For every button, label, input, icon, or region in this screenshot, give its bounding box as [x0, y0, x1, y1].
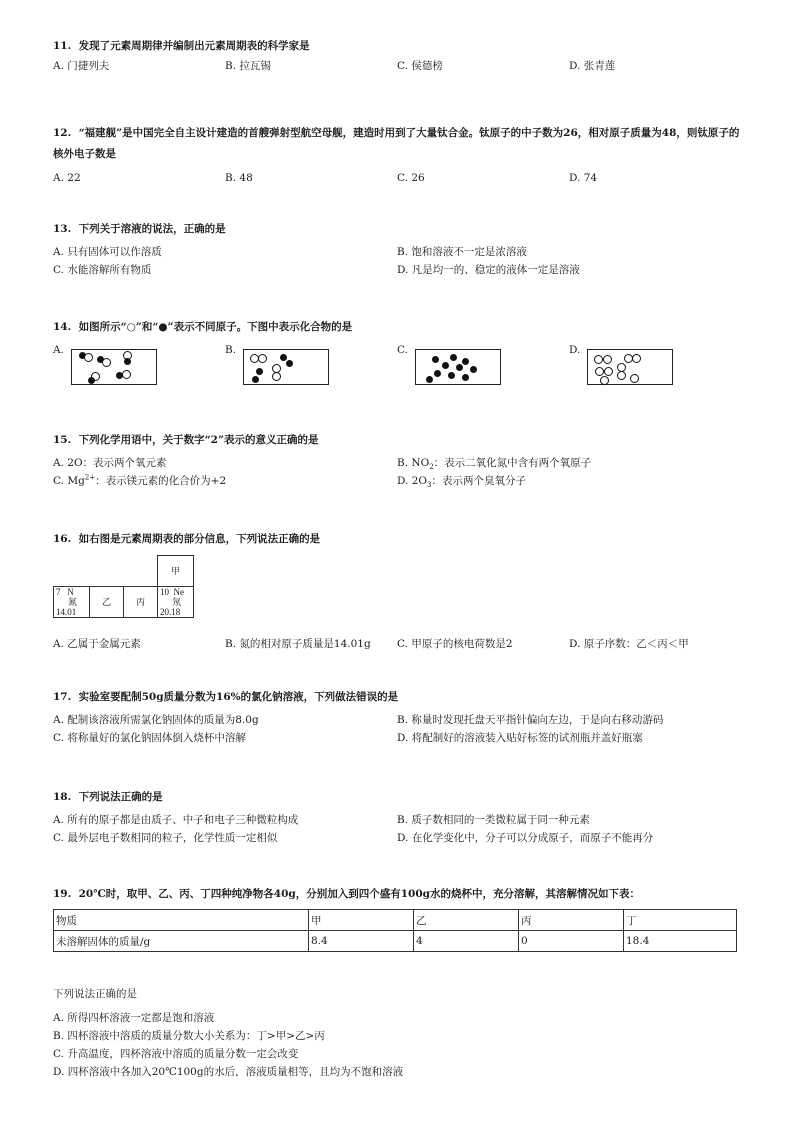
question-15 — [53, 433, 743, 490]
option-c: C. 侯德榜 — [397, 60, 443, 72]
option-b: B. 氮的相对原子质量是14.01g — [225, 638, 371, 650]
option-b: B. 拉瓦锡 — [225, 60, 271, 72]
option-d: D. 原子序数：乙＜丙＜甲 — [569, 638, 689, 650]
table-cell: 18.4 — [624, 931, 737, 952]
option-d: D. 凡是均一的、稳定的液体一定是溶液 — [397, 264, 580, 276]
options — [53, 243, 743, 279]
q19-follow-text: 下列说法正确的是 — [53, 988, 137, 1000]
option-d: D. 在化学变化中，分子可以分成原子，而原子不能再分 — [397, 832, 654, 844]
cell-neon: 10 Ne 氖 20.18 — [158, 587, 194, 618]
question-12 — [53, 123, 743, 186]
option-b: B. 质子数相同的一类微粒属于同一种元素 — [397, 814, 590, 826]
option-c: C. $Mg^{2+}$：表示镁元素的化合价为+2 — [53, 473, 227, 487]
option-a: A. 所有的原子都是由质子、中子和电子三种微粒构成 — [53, 814, 299, 826]
option-d: D. — [569, 344, 581, 356]
question-11 — [53, 39, 743, 74]
options — [53, 170, 743, 186]
cell-yi: 乙 — [90, 587, 124, 618]
question-stem: 16. 如右图是元素周期表的部分信息，下列说法正确的是 — [53, 533, 321, 545]
question-stem: 12. “福建舰”是中国完全自主设计建造的首艘弹射型航空母舰，建造时用到了大量钛合金。钛原子的中子数为26，相对原子质量为48，则钛原子的核外电子数是 — [53, 127, 740, 160]
option-c: C. — [397, 344, 408, 356]
options — [53, 344, 743, 404]
cell-nitrogen: 7 N 氮 14.01 — [54, 587, 90, 618]
option-a: A. — [53, 344, 64, 356]
table-header: 丁 — [624, 910, 737, 931]
question-stem: 13. 下列关于溶液的说法，正确的是 — [53, 223, 226, 235]
option-b: B. $NO_2$：表示二氧化氮中含有两个氧原子 — [397, 457, 592, 472]
question-stem: 18. 下列说法正确的是 — [53, 791, 163, 803]
options — [53, 454, 743, 490]
question-17 — [53, 690, 743, 747]
option-b: B. 称量时发现托盘天平指针偏向左边，于是向右移动游码 — [397, 714, 664, 726]
option-b: B. 48 — [225, 172, 253, 184]
option-d: D. 将配制好的溶液装入贴好标签的试剂瓶并盖好瓶塞 — [397, 732, 643, 744]
option-a: A. 只有固体可以作溶质 — [53, 246, 162, 258]
table-header: 乙 — [414, 910, 519, 931]
options — [53, 711, 743, 747]
option-c: C. 甲原子的核电荷数是2 — [397, 638, 513, 650]
option-d: D. $2O_3$：表示两个臭氧分子 — [397, 475, 526, 490]
table-header: 甲 — [309, 910, 414, 931]
particle-diagram-a — [71, 349, 157, 385]
option-a: A. 乙属于金属元素 — [53, 638, 141, 650]
option-a: A. 配制该溶液所需氯化钠固体的质量为8.0g — [53, 714, 259, 726]
question-13 — [53, 222, 743, 279]
question-stem: 11. 发现了元素周期律并编制出元素周期表的科学家是 — [53, 40, 310, 52]
question-19 — [53, 887, 743, 901]
option-c: C. 水能溶解所有物质 — [53, 264, 152, 276]
table-header: 物质 — [54, 910, 309, 931]
option-b: B. 四杯溶液中溶质的质量分数大小关系为：丁>甲>乙>丙 — [53, 1030, 325, 1042]
table-row — [54, 931, 737, 952]
table-cell: 4 — [414, 931, 519, 952]
options — [53, 811, 743, 847]
cell-bing: 丙 — [124, 587, 158, 618]
particle-diagram-b — [243, 349, 329, 385]
option-a: A. 2O：表示两个氧元素 — [53, 457, 167, 469]
option-c: C. 将称量好的氯化钠固体倒入烧杯中溶解 — [53, 732, 246, 744]
options — [53, 636, 743, 652]
table-cell: 8.4 — [309, 931, 414, 952]
option-c: C. 最外层电子数相同的粒子，化学性质一定相似 — [53, 832, 278, 844]
question-stem: 17. 实验室要配制50g质量分数为16%的氯化钠溶液，下列做法错误的是 — [53, 691, 399, 703]
option-b: B. — [225, 344, 237, 356]
question-stem: 19. 20℃时，取甲、乙、丙、丁四种纯净物各40g，分别加入到四个盛有100g水的烧杯中，充分溶解，其溶解情况如下表： — [53, 888, 640, 900]
option-b: B. 饱和溶液不一定是浓溶液 — [397, 246, 527, 258]
question-stem: 15. 下列化学用语中，关于数字“2”表示的意义正确的是 — [53, 434, 319, 446]
table-header: 丙 — [519, 910, 624, 931]
question-stem: 14. 如图所示“○”和“●”表示不同原子。下图中表示化合物的是 — [53, 321, 353, 333]
table-header-row — [54, 910, 737, 931]
option-c: C. 升高温度，四杯溶液中溶质的质量分数一定会改变 — [53, 1048, 299, 1060]
option-d: D. 四杯溶液中各加入20℃100g的水后，溶液质量相等，且均为不饱和溶液 — [53, 1066, 404, 1078]
option-d: D. 74 — [569, 172, 598, 184]
table-cell: 0 — [519, 931, 624, 952]
particle-diagram-c — [415, 349, 501, 385]
periodic-table-fragment — [53, 555, 194, 618]
options — [53, 58, 743, 74]
option-a: A. 门捷列夫 — [53, 60, 110, 72]
question-18 — [53, 790, 743, 847]
question-14 — [53, 320, 743, 400]
question-16 — [53, 532, 743, 652]
cell-jia: 甲 — [158, 556, 194, 587]
solubility-table — [53, 909, 737, 952]
option-d: D. 张青莲 — [569, 60, 616, 72]
option-a: A. 22 — [53, 172, 81, 184]
option-c: C. 26 — [397, 172, 425, 184]
table-cell: 未溶解固体的质量/g — [54, 931, 309, 952]
particle-diagram-d — [587, 349, 673, 385]
option-a: A. 所得四杯溶液一定都是饱和溶液 — [53, 1012, 215, 1024]
